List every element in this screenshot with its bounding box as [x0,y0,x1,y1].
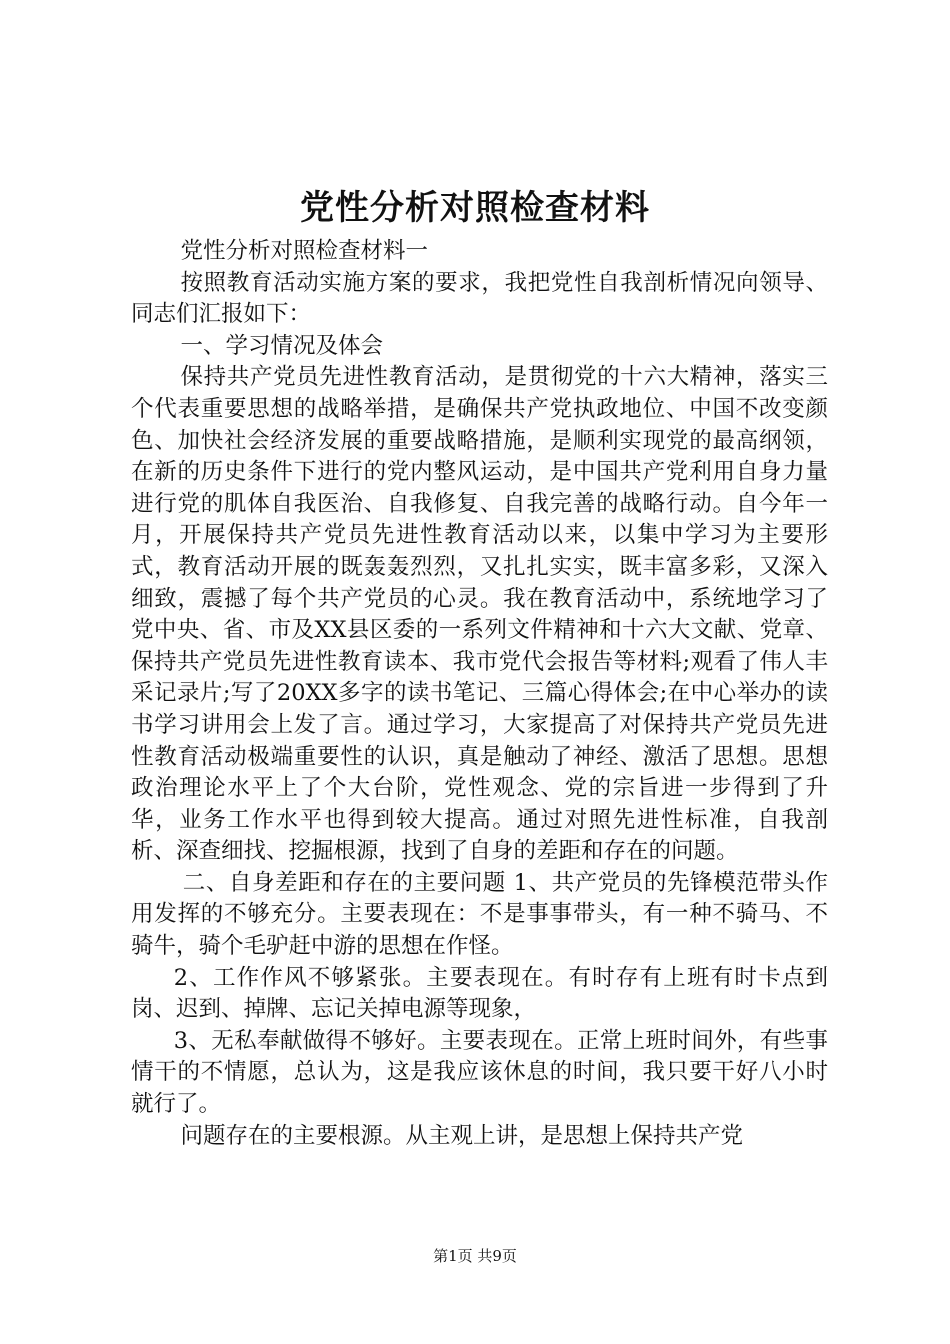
paragraph-intro: 按照教育活动实施方案的要求，我把党性自我剖析情况向领导、同志们汇报如下： [131,269,828,328]
page-number-footer: 第1页 共9页 [433,1247,517,1265]
paragraph-root-causes: 问题存在的主要根源。从主观上讲，是思想上保持共产党 [180,1122,744,1149]
paragraph-problem-2: 2、工作作风不够紧张。主要表现在。有时存有上班有时卡点到岗、迟到、掉牌、忘记关掉电源等现象， [131,964,828,1023]
document-title: 党性分析对照检查材料 [300,188,650,228]
paragraph-subtitle: 党性分析对照检查材料一 [180,238,429,264]
paragraph-problem-3: 3、无私奉献做得不够好。主要表现在。正常上班时间外，有些事情干的不情愿，总认为，这是我应该休息的时间，我只要干好八小时就行了。 [131,1027,828,1118]
section-heading-study: 一、学习情况及体会 [180,332,384,359]
document-body [131,236,828,1152]
paragraph-problems: 二、自身差距和存在的主要问题 1、共产党员的先锋模范带头作用发挥的不够充分。主要表现在：不是事事带头，有一种不骑马、不骑牛，骑个毛驴赶中游的思想在作怪。 [131,869,828,960]
paragraph-study: 保持共产党员先进性教育活动，是贯彻党的十六大精神，落实三个代表重要思想的战略举措，是确保共产党执政地位、中国不改变颜色、加快社会经济发展的重要战略措施，是顺利实现党的最高纲领，在新的历史条件下进行的党内整风运动，是中国共产党利用自身力量进行党的肌体自我医治、自我修复、自我完善的战略行动。自今年一月，开展保持共产党员先进性教育活动以来，以集中学习为主要形式，教育活动开展的既轰轰烈烈，又扎扎实实，既丰富多彩，又深入细致，震撼了每个共产党员的心灵。我在教育活动中，系统地学习了党中央、省、市及XX县区委的一系列文件精神和十六大文献、党章、保持共产党员先进性教育读本、我市党代会报告等材料;观看了伟人丰采记录片;写了20XX多字的读书笔记、三篇心得体会;在中心举办的读书学习讲用会上发了言。通过学习，大家提高了对保持共产党员先进性教育活动极端重要性的认识，真是触动了神经、激活了思想。思想政治理论水平上了个大台阶，党性观念、党的宗旨进一步得到了升华，业务工作水平也得到较大提高。通过对照先进性标准，自我剖析、深查细找、挖掘根源，找到了自身的差距和存在的问题。 [131,364,828,865]
